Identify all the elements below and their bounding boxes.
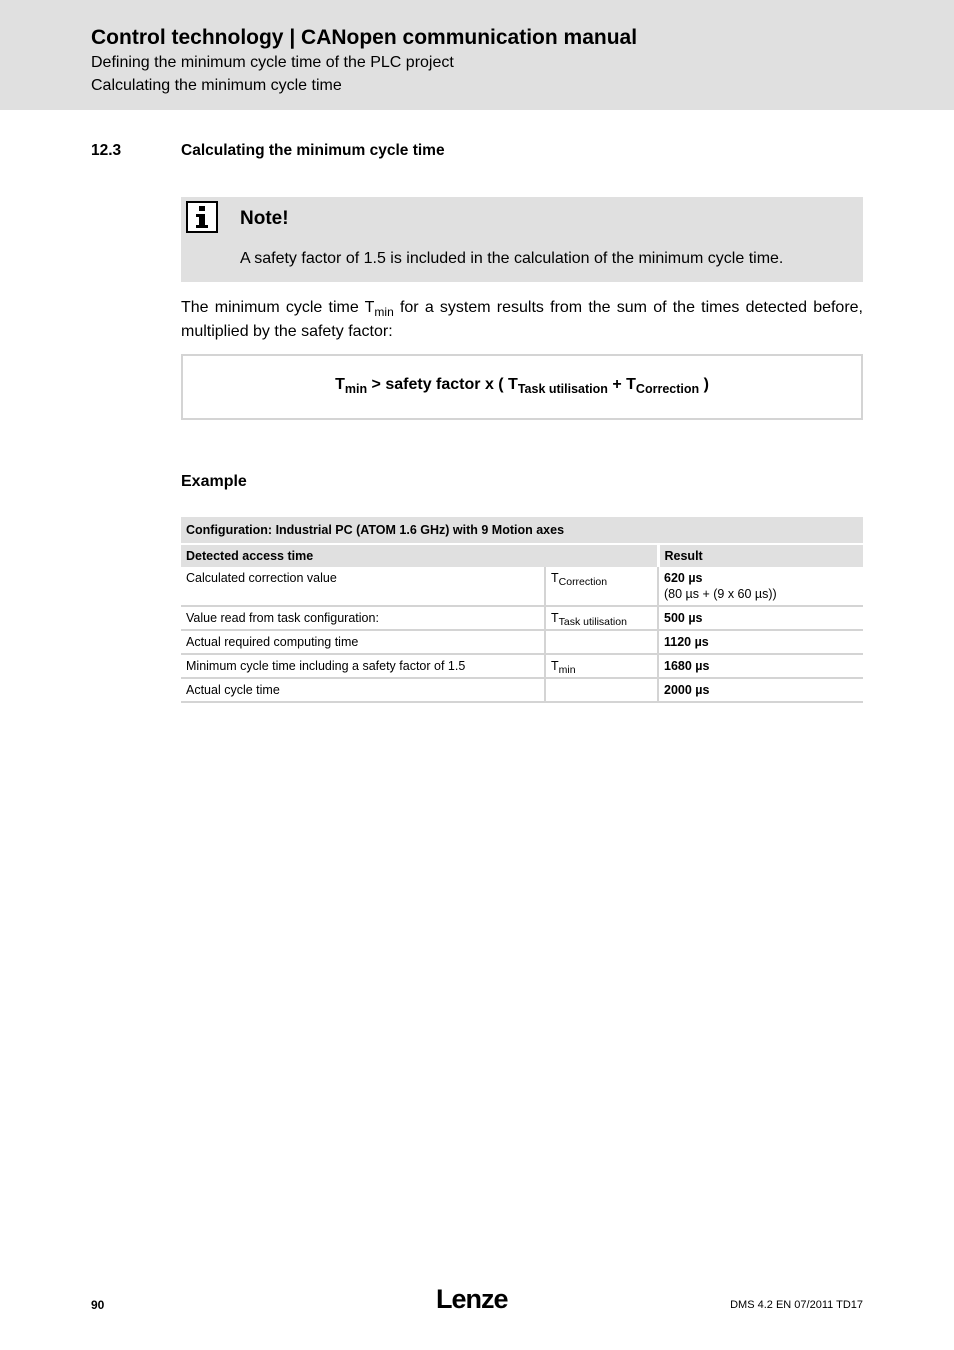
page-header: [0, 0, 954, 110]
formula-box: $T_{min}$ > safety factor x ( $T_{Task utilisation} + T_{Correction}$ ): [181, 354, 863, 420]
table-row: [181, 654, 863, 678]
table-config-row: [181, 517, 863, 544]
row-result: 500 µs: [658, 606, 863, 630]
config-cell: Configuration: Industrial PC (ATOM 1.6 GHz) with 9 Motion axes: [181, 517, 863, 544]
section-subtitle: Calculating the minimum cycle time: [91, 77, 342, 94]
table-row: [181, 606, 863, 630]
table-row: [181, 678, 863, 702]
header-detected-access-time: Detected access time: [181, 544, 658, 567]
manual-title: Control technology | CANopen communication manual: [91, 26, 638, 49]
row-label: Actual required computing time: [181, 630, 545, 654]
row-symbol: $T_{Task utilisation}$: [545, 606, 658, 630]
section-title: Calculating the minimum cycle time: [181, 142, 445, 159]
row-result: 1680 µs: [658, 654, 863, 678]
chapter-subtitle: Defining the minimum cycle time of the PLC project: [91, 54, 454, 71]
note-box: [181, 197, 863, 282]
row-result: 620 µs (80 µs + (9 x 60 µs)): [658, 567, 863, 606]
example-table: [181, 517, 863, 703]
note-title: Note!: [240, 208, 289, 229]
row-label: Actual cycle time: [181, 678, 545, 702]
row-label: Calculated correction value: [181, 567, 545, 606]
row-label: Minimum cycle time including a safety factor of 1.5: [181, 654, 545, 678]
row-symbol: [545, 678, 658, 702]
table-header-row: [181, 544, 863, 567]
page-number: 90: [91, 1298, 105, 1312]
row-symbol: $T_{Correction}$: [545, 567, 658, 606]
table-row: [181, 630, 863, 654]
document-id: DMS 4.2 EN 07/2011 TD17: [730, 1299, 863, 1311]
example-heading: Example: [181, 473, 247, 490]
row-result: 2000 µs: [658, 678, 863, 702]
lenze-logo: Lenze: [436, 1284, 508, 1314]
header-result: Result: [658, 544, 863, 567]
section-number: 12.3: [91, 142, 122, 159]
row-result-note: (80 µs + (9 x 60 µs)): [664, 587, 777, 601]
row-symbol: [545, 630, 658, 654]
table-row: [181, 567, 863, 606]
row-label: Value read from task configuration:: [181, 606, 545, 630]
intro-paragraph: The minimum cycle time $T_{min}$ for a system results from the sum of the times detected before, multiplied by the safety factor:: [181, 299, 863, 340]
note-text: A safety factor of 1.5 is included in the calculation of the minimum cycle time.: [240, 250, 784, 267]
info-icon: [186, 201, 218, 233]
row-result: 1120 µs: [658, 630, 863, 654]
row-symbol: $T_{min}$: [545, 654, 658, 678]
